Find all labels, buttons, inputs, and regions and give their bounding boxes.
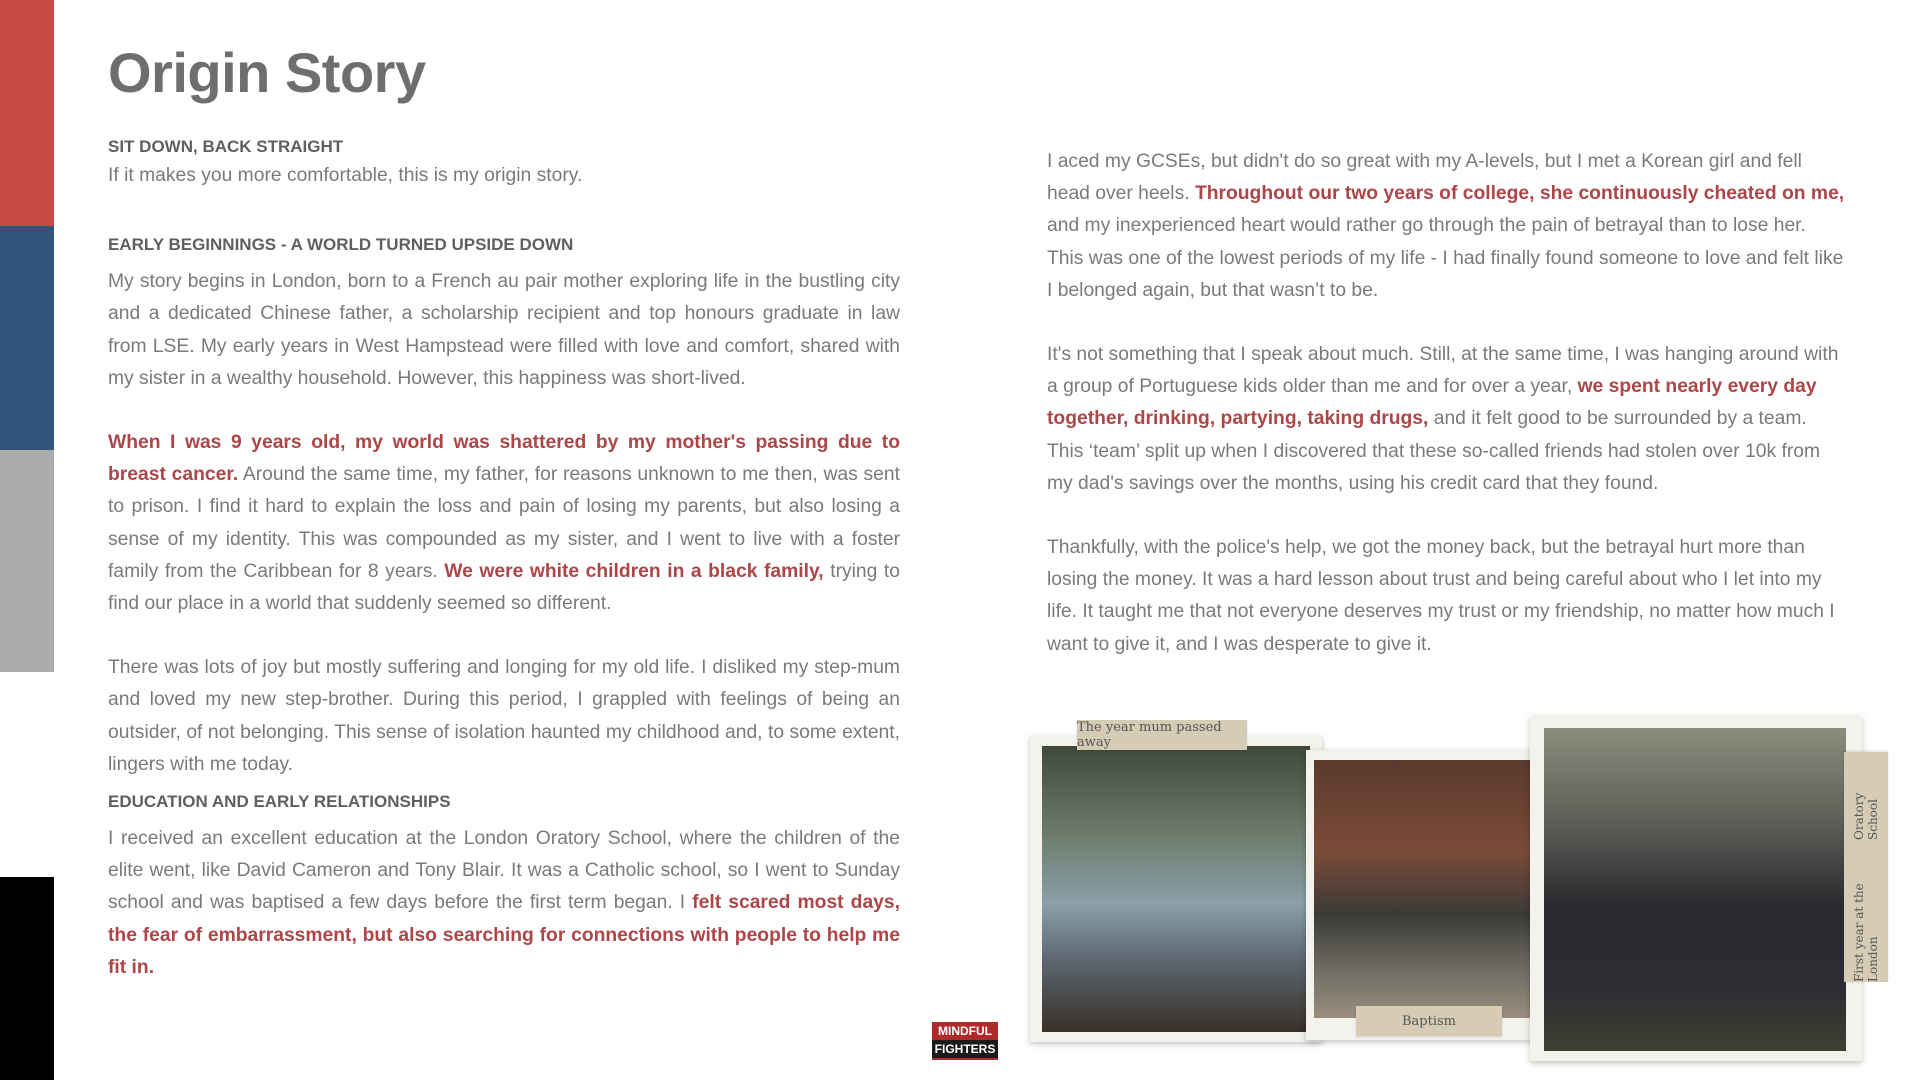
paragraph-portuguese-kids: It's not something that I speak about much. Still, at the same time, I was hanging around with a group of Portuguese kids older than me and for over a year, we spent nearly every day together, drinking, partying, taking drugs, and it felt good to be surrounded by a team. This ‘team’ split up when I discovered that these so-called friends had stolen over 10k from my dad's savings over the months, using his credit card that they found.: [1047, 344, 1839, 494]
caption-oratory-school: First year at the London Oratory School: [1844, 752, 1888, 982]
intro-text: If it makes you more comfortable, this is my origin story.: [108, 165, 583, 186]
color-strip-grey: [0, 450, 54, 672]
baptism-photo-image: [1314, 760, 1542, 1018]
photo-baptism: [1306, 750, 1550, 1040]
photo-mum-passed-away: [1030, 736, 1322, 1042]
color-strip-black: [0, 877, 54, 1080]
section-heading-early-beginnings: EARLY BEGINNINGS - A WORLD TURNED UPSIDE DOWN: [108, 235, 574, 255]
highlight-white-children: We were white children in a black family,: [444, 560, 824, 582]
highlight-felt-scared: felt scared most days, the fear of embarrassment, but also searching for connections with people to help me fit in.: [108, 892, 900, 978]
family-photo-image: [1042, 746, 1310, 1032]
caption-mum-passed-away: The year mum passed away: [1077, 720, 1247, 750]
color-strip-red: [0, 0, 54, 226]
left-column: [108, 134, 900, 984]
paragraph-education: I received an excellent education at the London Oratory School, where the children of the elite went, like David Cameron and Tony Blair. It was a Catholic school, so I went to Sunday school and was baptised a few days before the first term began. I felt scared most days, the fear of embarrassment, but also searching for connections with people to help me fit in.: [108, 828, 900, 978]
paragraph-early-years: My story begins in London, born to a French au pair mother exploring life in the bustling city and a dedicated Chinese father, a scholarship recipient and top honours graduate in law from LSE. My early years in West Hampstead were filled with love and comfort, shared with my sister in a wealthy household. However, this happiness was short-lived.: [108, 271, 900, 389]
highlight-partying: we spent nearly every day together, drinking, partying, taking drugs,: [1047, 376, 1817, 430]
section-heading-sit-down: SIT DOWN, BACK STRAIGHT: [108, 137, 344, 156]
paragraph-police-help: Thankfully, with the police's help, we got the money back, but the betrayal hurt more than losing the money. It was a hard lesson about trust and being careful about who I let into my life. It taught me that not everyone deserves my trust or my friendship, no matter how much I want to give it, and I was desperate to give it.: [1047, 537, 1835, 655]
right-column: [1047, 146, 1847, 661]
page-title: Origin Story: [108, 41, 426, 104]
caption-baptism: Baptism: [1356, 1006, 1502, 1036]
paragraph-gcses: I aced my GCSEs, but didn't do so great with my A-levels, but I met a Korean girl and fell head over heels. Throughout our two years of college, she continuously cheated on me, and my inexperienced heart would rather go through the pain of betrayal than to lose her. This was one of the lowest periods of my life - I had finally found someone to love and felt like I belonged again, but that wasn’t to be.: [1047, 151, 1845, 301]
highlight-cheated: Throughout our two years of college, she continuously cheated on me,: [1194, 183, 1845, 205]
paragraph-mother-passing: When I was 9 years old, my world was shattered by my mother's passing due to breast cancer. Around the same time, my father, for reasons unknown to me then, was sent to prison. I find it hard to explain the loss and pain of losing my parents, but also losing a sense of my identity. This was compounded as my sister, and I went to live with a foster family from the Caribbean for 8 years. We were white children in a black family, trying to find our place in a world that suddenly seemed so different.: [108, 432, 900, 615]
highlight-mother-passing: When I was 9 years old, my world was shattered by my mother's passing due to breast cancer.: [108, 432, 900, 486]
photo-oratory-school: [1530, 716, 1862, 1061]
color-strip-blue: [0, 226, 54, 450]
mindful-fighters-logo: MINDFUL FIGHTERS: [932, 1022, 998, 1060]
section-heading-education: EDUCATION AND EARLY RELATIONSHIPS: [108, 792, 451, 812]
paragraph-joy-suffering: There was lots of joy but mostly suffering and longing for my old life. I disliked my step-mum and loved my new step-brother. During this period, I grappled with feelings of being an outsider, of not belonging. This sense of isolation haunted my childhood and, to some extent, lingers with me today.: [108, 657, 900, 775]
school-photo-image: [1544, 728, 1846, 1051]
